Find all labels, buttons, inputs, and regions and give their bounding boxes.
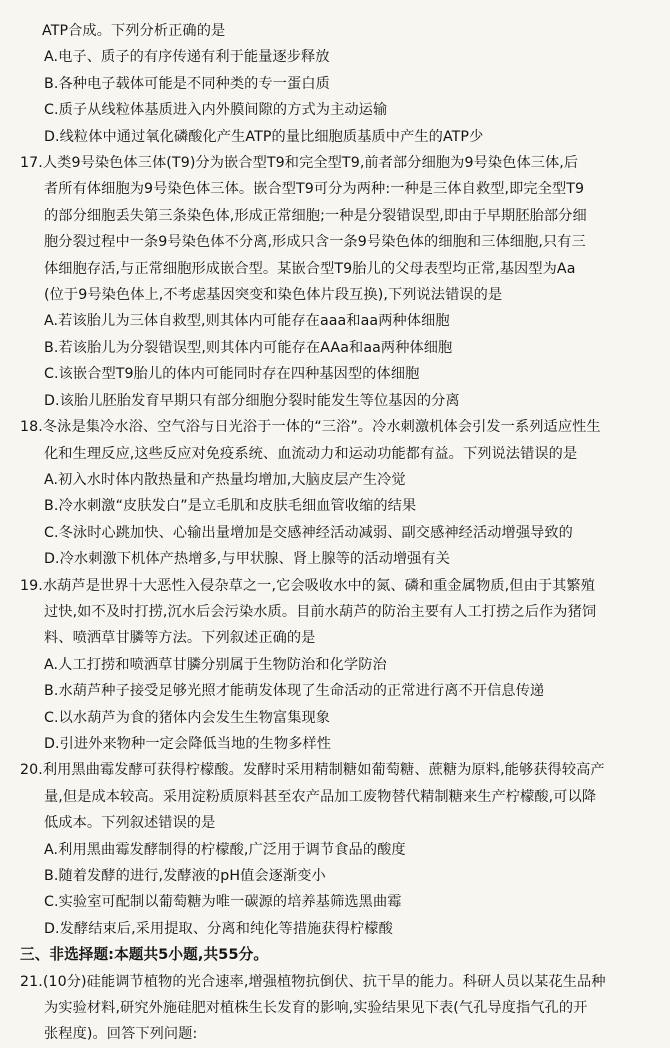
text-line: C.冬泳时心跳加快、心输出量增加是交感神经活动减弱、副交感神经活动增强导致的 [44,524,573,541]
text-line: C.该嵌合型T9胎儿的体内可能同时存在四种基因型的体细胞 [44,366,420,383]
text-line: 张程度)。回答下列问题: [44,1026,198,1043]
text-line: D.发酵结束后,采用提取、分离和纯化等措施获得柠檬酸 [44,920,393,937]
text-line: 19.水葫芦是世界十大恶性入侵杂草之一,它会吸收水中的氮、磷和重金属物质,但由于其繁殖 [20,577,596,594]
text-line: 胞分裂过程中一条9号染色体不分离,形成只含一条9号染色体的细胞和三体细胞,只有三 [44,234,586,251]
text-line: A.人工打捞和喷洒草甘膦分别属于生物防治和化学防治 [44,656,387,673]
text-line: D.线粒体中通过氧化磷酸化产生ATP的量比细胞质基质中产生的ATP少 [44,128,484,145]
text-line: B.若该胎儿为分裂错误型,则其体内可能存在AAa和aa两种体细胞 [44,339,453,356]
text-line: 料、喷洒草甘膦等方法。下列叙述正确的是 [44,630,316,647]
text-line: 21.(10分)硅能调节植物的光合速率,增强植物抗倒伏、抗干旱的能力。科研人员以某花生品种 [20,973,606,990]
text-line: 过快,如不及时打捞,沉水后会污染水质。目前水葫芦的防治主要有人工打捞之后作为猪饲 [44,603,597,620]
text-line: B.各种电子载体可能是不同种类的专一蛋白质 [44,75,330,92]
text-line: A.利用黑曲霉发酵制得的柠檬酸,广泛用于调节食品的酸度 [44,841,406,858]
text-line: 20.利用黑曲霉发酵可获得柠檬酸。发酵时采用精制糖如葡萄糖、蔗糖为原料,能够获得较高产 [20,762,605,779]
text-line: B.随着发酵的进行,发酵液的pH值会逐渐变小 [44,868,326,884]
text-line: B.冷水刺激“皮肤发白”是立毛肌和皮肤毛细血管收缩的结果 [44,498,417,515]
text-line: 体细胞存活,与正常细胞形成嵌合型。某嵌合型T9胎儿的父母表型均正常,基因型为Aa [44,260,576,277]
text-line: 低成本。下列叙述错误的是 [44,815,216,832]
text-line: (位于9号染色体上,不考虑基因突变和染色体片段互换),下列说法错误的是 [44,287,503,304]
text-line: D.冷水刺激下机体产热增多,与甲状腺、肾上腺等的活动增强有关 [44,551,451,568]
text-line: 者所有体细胞为9号染色体三体。嵌合型T9可分为两种:一种是三体自救型,即完全型T9 [44,181,585,198]
text-line: ATP合成。下列分析正确的是 [42,23,226,39]
text-line: A.若该胎儿为三体自救型,则其体内可能存在aaa和aa两种体细胞 [44,313,450,330]
text-line: 17.人类9号染色体三体(T9)分为嵌合型T9和完全型T9,前者部分细胞为9号染色体三体,后 [20,155,579,172]
text-line: D.该胎儿胚胎发育早期只有部分细胞分裂时能发生等位基因的分离 [44,392,460,409]
text-line: 为实验材料,研究外施硅肥对植株生长发育的影响,实验结果见下表(气孔导度指气孔的开 [44,1000,588,1017]
text-line: A.初入水时体内散热量和产热量均增加,大脑皮层产生冷觉 [44,471,406,488]
text-line: 化和生理反应,这些反应对免疫系统、血流动力和运动功能都有益。下列说法错误的是 [44,445,578,462]
text-line: 的部分细胞丢失第三条染色体,形成正常细胞;一种是分裂错误型,即由于早期胚胎部分细 [44,207,587,224]
text-line: A.电子、质子的有序传递有利于能量逐步释放 [44,49,330,66]
text-line: 量,但是成本较高。采用淀粉质原料甚至农产品加工废物替代精制糖来生产柠檬酸,可以降 [44,788,597,805]
text-line: C.以水葫芦为食的猪体内会发生生物富集现象 [44,709,331,726]
text-line: B.水葫芦种子接受足够光照才能萌发体现了生命活动的正常进行离不开信息传递 [44,683,545,700]
text-line: C.实验室可配制以葡萄糖为唯一碳源的培养基筛选黑曲霉 [44,894,402,911]
text-line: D.引进外来物种一定会降低当地的生物多样性 [44,735,332,752]
text-line: C.质子从线粒体基质进入内外膜间隙的方式为主动运输 [44,102,388,119]
text-line: 18.冬泳是集冷水浴、空气浴与日光浴于一体的“三浴”。冷水刺激机体会引发一系列适应性生 [20,419,601,436]
text-line: 三、非选择题:本题共5小题,共55分。 [20,946,269,964]
